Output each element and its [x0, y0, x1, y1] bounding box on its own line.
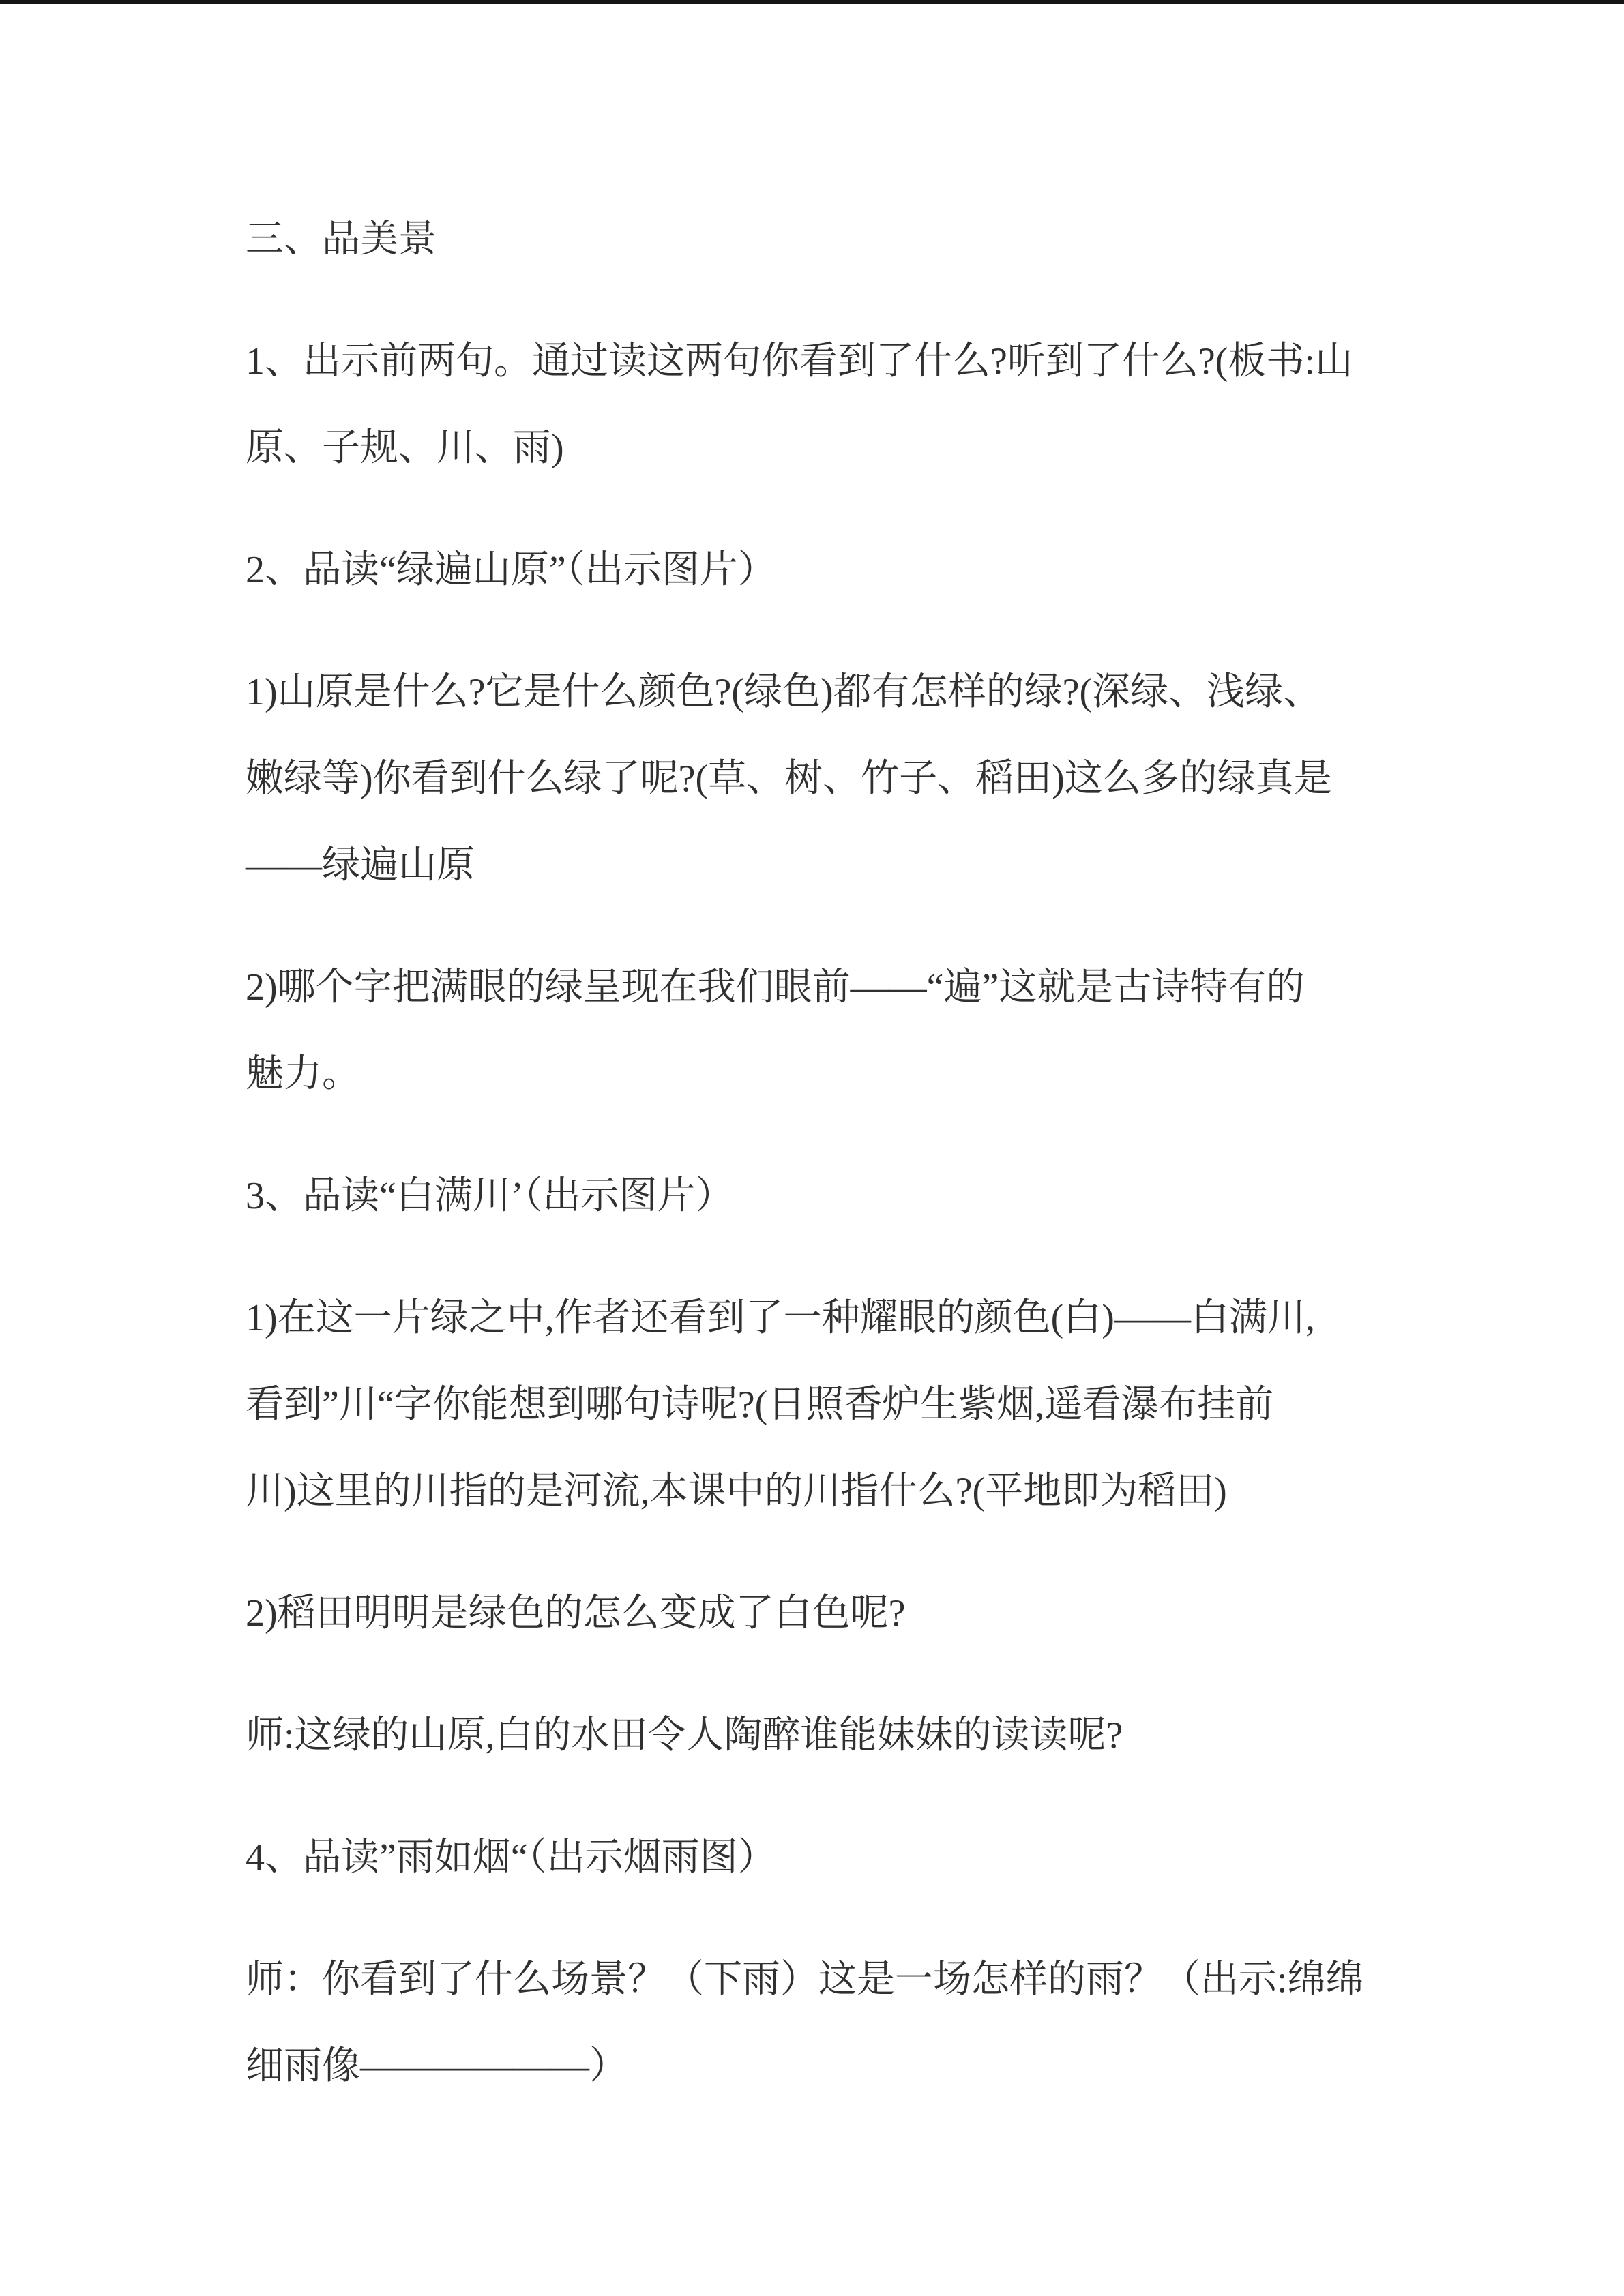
para-section-title: [246, 196, 1419, 283]
text-line: 魅力。: [246, 1053, 360, 1095]
text-line: 1)在这一片绿之中,作者还看到了一种耀眼的颜色(白)——白满川,: [246, 1297, 1315, 1339]
text-line: 看到”川“字你能想到哪句诗呢?(日照香炉生紫烟,遥看瀑布挂前: [246, 1384, 1274, 1426]
para-step-4: [246, 1815, 1419, 1901]
text-line: 2、品读“绿遍山原”（出示图片）: [246, 549, 776, 591]
text-line: 1、出示前两句。通过读这两句你看到了什么?听到了什么?(板书:山: [246, 340, 1353, 383]
text-line: 3、品读“白满川’（出示图片）: [246, 1175, 734, 1217]
para-step-3-question-2: [246, 1570, 1419, 1657]
para-step-3: [246, 1153, 1419, 1240]
para-step-2-question-2: [246, 944, 1419, 1118]
text-line: 师:这绿的山原,白的水田令人陶醉谁能妹妹的读读呢?: [246, 1714, 1123, 1757]
para-step-2-question-1: [246, 649, 1419, 909]
para-step-3-question-1: [246, 1275, 1419, 1535]
text-line: 2)哪个字把满眼的绿呈现在我们眼前——“遍”这就是古诗特有的: [246, 966, 1305, 1009]
text-line: 川)这里的川指的是河流,本课中的川指什么?(平地即为稻田): [246, 1470, 1227, 1512]
para-step-1: [246, 318, 1419, 492]
para-step-2: [246, 527, 1419, 614]
text-line: 4、品读”雨如烟“（出示烟雨图）: [246, 1836, 776, 1879]
text-line: ——绿遍山原: [246, 844, 475, 886]
para-teacher-remark-2: [246, 1937, 1419, 2110]
text-line: 三、品美景: [246, 218, 437, 260]
text-line: 嫩绿等)你看到什么绿了呢?(草、树、竹子、稻田)这么多的绿真是: [246, 758, 1332, 800]
para-teacher-remark-1: [246, 1693, 1419, 1779]
text-line: 师：你看到了什么场景？（下雨）这是一场怎样的雨？（出示:绵绵: [246, 1958, 1364, 2001]
text-line: 1)山原是什么?它是什么颜色?(绿色)都有怎样的绿?(深绿、浅绿、: [246, 671, 1322, 713]
text-line: 细雨像——————）: [246, 2045, 628, 2087]
text-line: 原、子规、川、雨): [246, 427, 564, 469]
text-line: 2)稻田明明是绿色的怎么变成了白色呢?: [246, 1592, 906, 1635]
